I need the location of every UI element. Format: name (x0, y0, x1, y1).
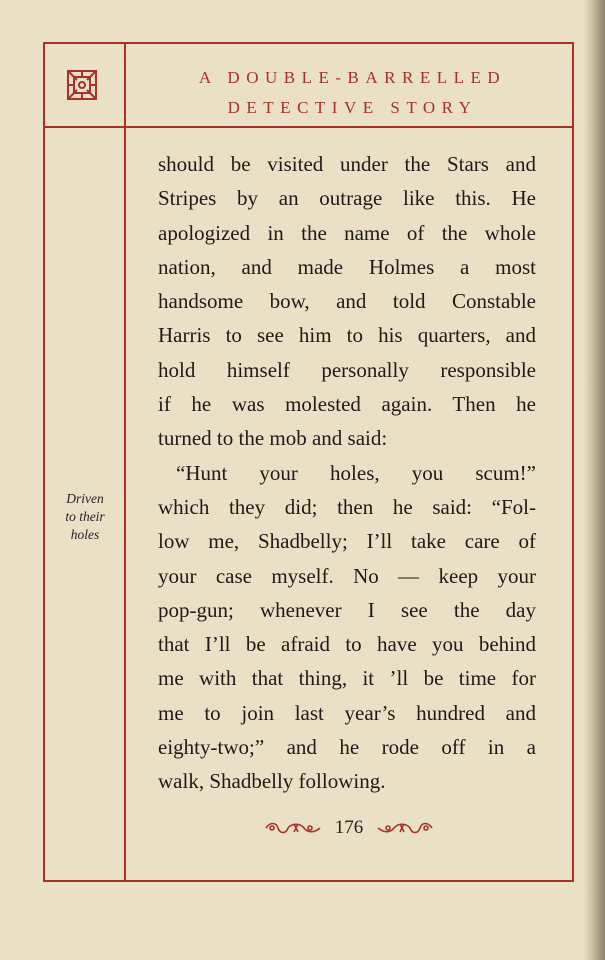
text-line: your case myself. No — keep your (158, 563, 536, 588)
header-divider (43, 126, 574, 128)
running-header-line-2: DETECTIVE STORY (227, 98, 478, 117)
text-line: Harris to see him to his quarters, and (158, 323, 536, 348)
running-header-line-1: A DOUBLE-BARRELLED (198, 68, 507, 87)
text-line: hold himself personally responsible (158, 357, 536, 382)
page-number: 176 (334, 816, 364, 838)
margin-note-line: holes (70, 527, 100, 542)
celtic-knot-ornament-icon (65, 68, 99, 102)
text-line: nation, and made Holmes a most (158, 254, 536, 279)
text-line: pop-gun; whenever I see the day (158, 597, 536, 622)
margin-note (47, 490, 123, 544)
margin-note-line: to their (65, 509, 105, 524)
margin-divider (124, 42, 126, 882)
text-line: turned to the mob and said: (158, 426, 388, 451)
page-footer (124, 816, 574, 839)
text-line: should be visited under the Stars and (158, 152, 536, 176)
text-line: apologized in the name of the whole (158, 220, 536, 245)
text-line: Stripes by an outrage like this. He (158, 186, 536, 211)
text-line: “Hunt your holes, you scum!” (176, 460, 536, 485)
text-line: walk, Shadbelly following. (158, 769, 386, 794)
text-line: me to join last year’s hundred and (158, 700, 536, 725)
text-line: if he was molested again. Then he (158, 392, 536, 417)
book-spine-shadow (583, 0, 605, 960)
text-line: handsome bow, and told Constable (158, 289, 536, 314)
text-line: which they did; then he said: “Fol- (158, 494, 536, 519)
text-line: me with that thing, it ’ll be time for (158, 666, 536, 691)
margin-note-line: Driven (66, 491, 104, 506)
text-line: that I’ll be afraid to have you behind (158, 632, 536, 657)
scroll-flourish-left-icon (264, 820, 322, 836)
body-text (158, 147, 536, 799)
scroll-flourish-right-icon (376, 820, 434, 836)
text-line: eighty-two;” and he rode off in a (158, 735, 536, 760)
text-line: low me, Shadbelly; I’ll take care of (158, 529, 536, 554)
